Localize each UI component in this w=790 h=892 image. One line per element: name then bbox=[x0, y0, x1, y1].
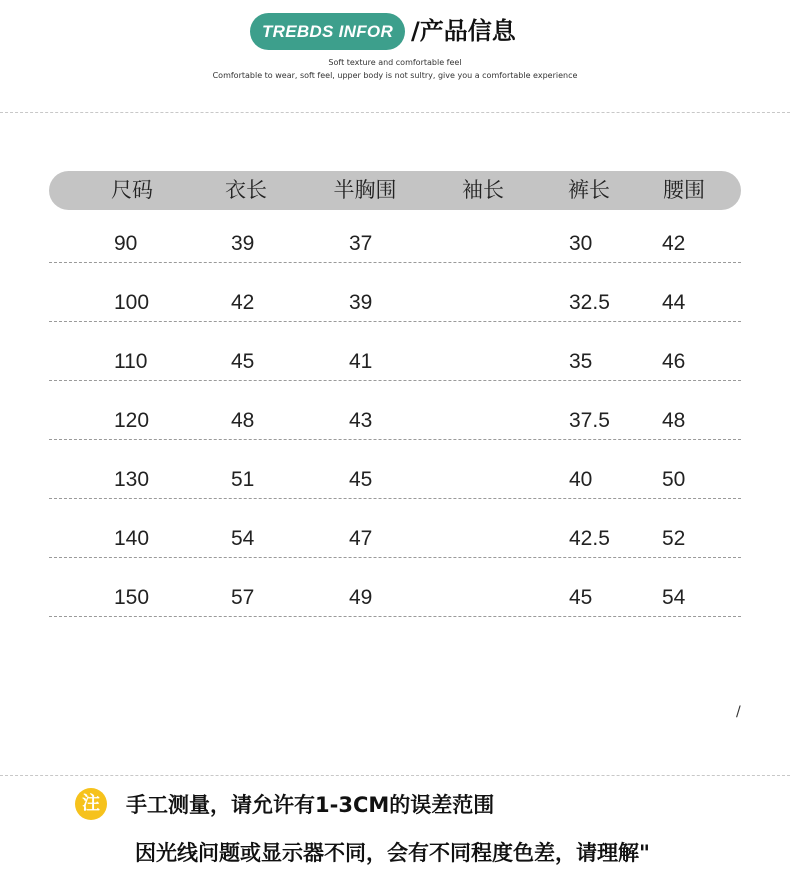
note-icon: 注 bbox=[75, 788, 107, 820]
table-cell: 44 bbox=[662, 291, 686, 314]
table-cell: 120 bbox=[114, 409, 150, 432]
note-color-difference: 因光线问题或显示器不同，会有不同程度色差，请理解" bbox=[135, 841, 650, 865]
table-cell: 49 bbox=[349, 586, 373, 609]
column-header: 半胸围 bbox=[333, 178, 397, 202]
table-cell: 40 bbox=[569, 468, 593, 491]
table-cell: 37 bbox=[349, 232, 373, 255]
table-cell: 150 bbox=[114, 586, 150, 609]
table-cell: 43 bbox=[349, 409, 373, 432]
section-badge: TREBDS INFOR bbox=[250, 13, 405, 50]
table-cell: 37.5 bbox=[569, 409, 610, 432]
table-cell: 42 bbox=[231, 291, 255, 314]
table-cell: 100 bbox=[114, 291, 150, 314]
table-cell: 48 bbox=[231, 409, 255, 432]
table-cell: 54 bbox=[662, 586, 686, 609]
column-header: 腰围 bbox=[663, 178, 705, 202]
row-divider bbox=[49, 498, 741, 499]
table-cell: 52 bbox=[662, 527, 686, 550]
table-cell: 47 bbox=[349, 527, 373, 550]
row-divider bbox=[49, 439, 741, 440]
row-divider bbox=[49, 616, 741, 617]
table-cell: 39 bbox=[349, 291, 373, 314]
table-cell: 90 bbox=[114, 232, 138, 255]
table-cell: 41 bbox=[349, 350, 373, 373]
column-header: 袖长 bbox=[462, 178, 504, 202]
table-cell: 51 bbox=[231, 468, 255, 491]
table-cell: 48 bbox=[662, 409, 686, 432]
table-cell: 35 bbox=[569, 350, 593, 373]
table-cell: 45 bbox=[349, 468, 373, 491]
row-divider bbox=[49, 557, 741, 558]
row-divider bbox=[49, 380, 741, 381]
table-cell: 39 bbox=[231, 232, 255, 255]
table-cell: 54 bbox=[231, 527, 255, 550]
tagline: Comfortable to wear, soft feel, upper body is not sultry, give you a comfortable experience bbox=[212, 71, 578, 80]
table-cell: 32.5 bbox=[569, 291, 610, 314]
row-divider bbox=[49, 321, 741, 322]
table-cell: 42.5 bbox=[569, 527, 610, 550]
section-title: /产品信息 bbox=[411, 17, 516, 45]
bottom-divider bbox=[0, 775, 790, 776]
subtitle: Soft texture and comfortable feel bbox=[328, 58, 462, 67]
table-cell: 45 bbox=[569, 586, 593, 609]
table-cell: 50 bbox=[662, 468, 686, 491]
column-header: 衣长 bbox=[225, 178, 267, 202]
note-measurement: 手工测量，请允许有1-3CM的误差范围 bbox=[126, 793, 495, 817]
table-cell: 140 bbox=[114, 527, 150, 550]
table-cell: 57 bbox=[231, 586, 255, 609]
column-header: 裤长 bbox=[568, 178, 610, 202]
table-cell: 45 bbox=[231, 350, 255, 373]
table-cell: 130 bbox=[114, 468, 150, 491]
top-divider bbox=[0, 112, 790, 113]
table-cell: 110 bbox=[114, 350, 148, 373]
row-divider bbox=[49, 262, 741, 263]
table-cell: 30 bbox=[569, 232, 593, 255]
stray-mark: / bbox=[736, 704, 741, 720]
table-cell: 46 bbox=[662, 350, 686, 373]
column-header: 尺码 bbox=[111, 178, 153, 202]
table-cell: 42 bbox=[662, 232, 686, 255]
